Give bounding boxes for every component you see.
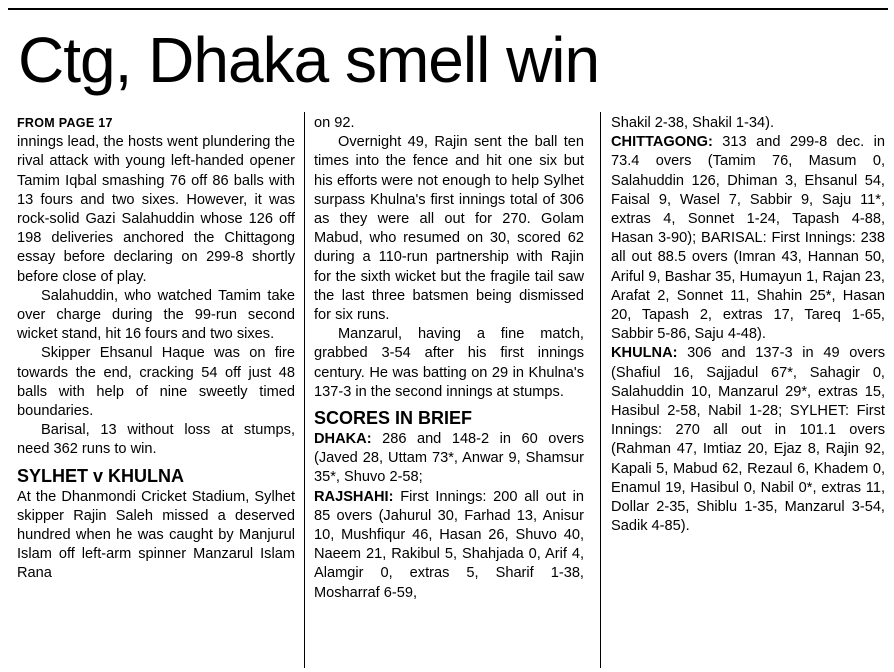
paragraph: Barisal, 13 without loss at stumps, need 362 runs to win. [17, 422, 295, 458]
subhead-scores-in-brief: SCORES IN BRIEF [314, 408, 473, 429]
score-rajshahi [314, 488, 584, 603]
paragraph: Shakil 2-38, Shakil 1-34). [611, 115, 775, 131]
paragraph: innings lead, the hosts went plundering the rival attack with young left-handed opener Tamim Iqbal smashing 76 off 86 balls with 13 fours and two sixes. However, it was rock-solid Gazi Salahuddin whose 126 off 198 deliveries anchored the Chittagong essay before declaring on 299-8 shortly before close of play. [17, 134, 295, 285]
team-label: RAJSHAHI: [314, 488, 394, 505]
headline: Ctg, Dhaka smell win [18, 24, 600, 96]
subhead-sylhet-khulna: SYLHET v KHULNA [17, 465, 185, 486]
team-label: DHAKA: [314, 431, 372, 448]
column-3 [611, 114, 885, 666]
score-chittagong [611, 133, 885, 344]
score-text: 286 and 148-2 in 60 overs (Javed 28, Uttam 73*, Anwar 9, Shamsur 35*, Shuvo 2-58; [314, 431, 584, 486]
column-divider-2 [600, 112, 601, 668]
paragraph: Manzarul, having a fine match, grabbed 3-54 after his first innings century. He was batting on 29 in Khulna's 137-3 in the second innings at stumps. [314, 326, 584, 400]
column-divider-1 [304, 112, 305, 668]
top-rule [8, 8, 888, 10]
column-1 [17, 114, 295, 666]
paragraph: Overnight 49, Rajin sent the ball ten times into the fence and hit one six but his efforts were not enough to help Sylhet surpass Khulna's first innings total of 306 as they were all out for 270. Golam Mabud, who resumed on 30, scored 62 during a 110-run partnership with Rajin for the sixth wicket but the fragile tail saw the last three batsmen being dismissed for six runs. [314, 134, 584, 324]
team-label: KHULNA: [611, 345, 678, 362]
paragraph: on 92. [314, 115, 355, 131]
paragraph: Skipper Ehsanul Haque was on fire towards the end, cracking 54 off just 48 balls with help of nine sweetly timed boundaries. [17, 345, 295, 420]
paragraph: At the Dhanmondi Cricket Stadium, Sylhet skipper Rajin Saleh missed a deserved hundred when he was caught by Manjurul Islam off left-arm spinner Manzarul Islam Rana [17, 488, 295, 582]
column-2 [314, 114, 584, 666]
paragraph: Salahuddin, who watched Tamim take over charge during the 99-run second wicket stand, hit 16 fours and two sixes. [17, 287, 295, 343]
score-text: First Innings: 200 all out in 85 overs (Jahurul 30, Farhad 13, Anisur 10, Mushfiqur 46, Hasan 26, Shuvo 40, Naeem 21, Rakibul 5, Shahjada 0, Arif 4, Alamgir 0, extras 5, Sharif 1-38, Mosharraf 6-59, [314, 488, 584, 601]
score-text: 313 and 299-8 dec. in 73.4 overs (Tamim 76, Masum 0, Salahuddin 126, Dhiman 3, Ehsanul 54, Faisal 9, Wasel 7, Sabbir 9, Saju 11*, extras 4, Sonnet 1-24, Tapash 4-88, Hasan 3-90); BARISAL: First Innings: 238 all out 88.5 overs (Imran 43, Hannan 50, Ariful 9, Bashar 35, Humayun 1, Rajan 23, Arafat 2, Sonnet 11, Shahin 25*, Hasan 20, Tapash 2, extras 17, Tareq 1-65, Sabbir 5-86, Saju 4-48). [611, 134, 885, 343]
team-label: CHITTAGONG: [611, 134, 713, 151]
score-dhaka [314, 430, 584, 488]
kicker: FROM PAGE 17 [17, 116, 113, 130]
score-khulna [611, 344, 885, 536]
score-text: 306 and 137-3 in 49 overs (Shafiul 16, Sajjadul 67*, Sahagir 0, Salahuddin 10, Manzarul 29*, extras 15, Hasibul 2-58, Nabil 1-28; SYLHET: First Innings: 270 all out in 101.1 overs (Rahman 47, Imtiaz 20, Ejaz 8, Rajin 92, Kapali 5, Mabud 62, Rezaul 6, Khadem 0, Enamul 19, Hasibul 0, Nabil 0*, extras 11, Dollar 2-35, Shiblu 1-35, Manzarul 3-54, Sadik 4-85). [611, 345, 885, 535]
